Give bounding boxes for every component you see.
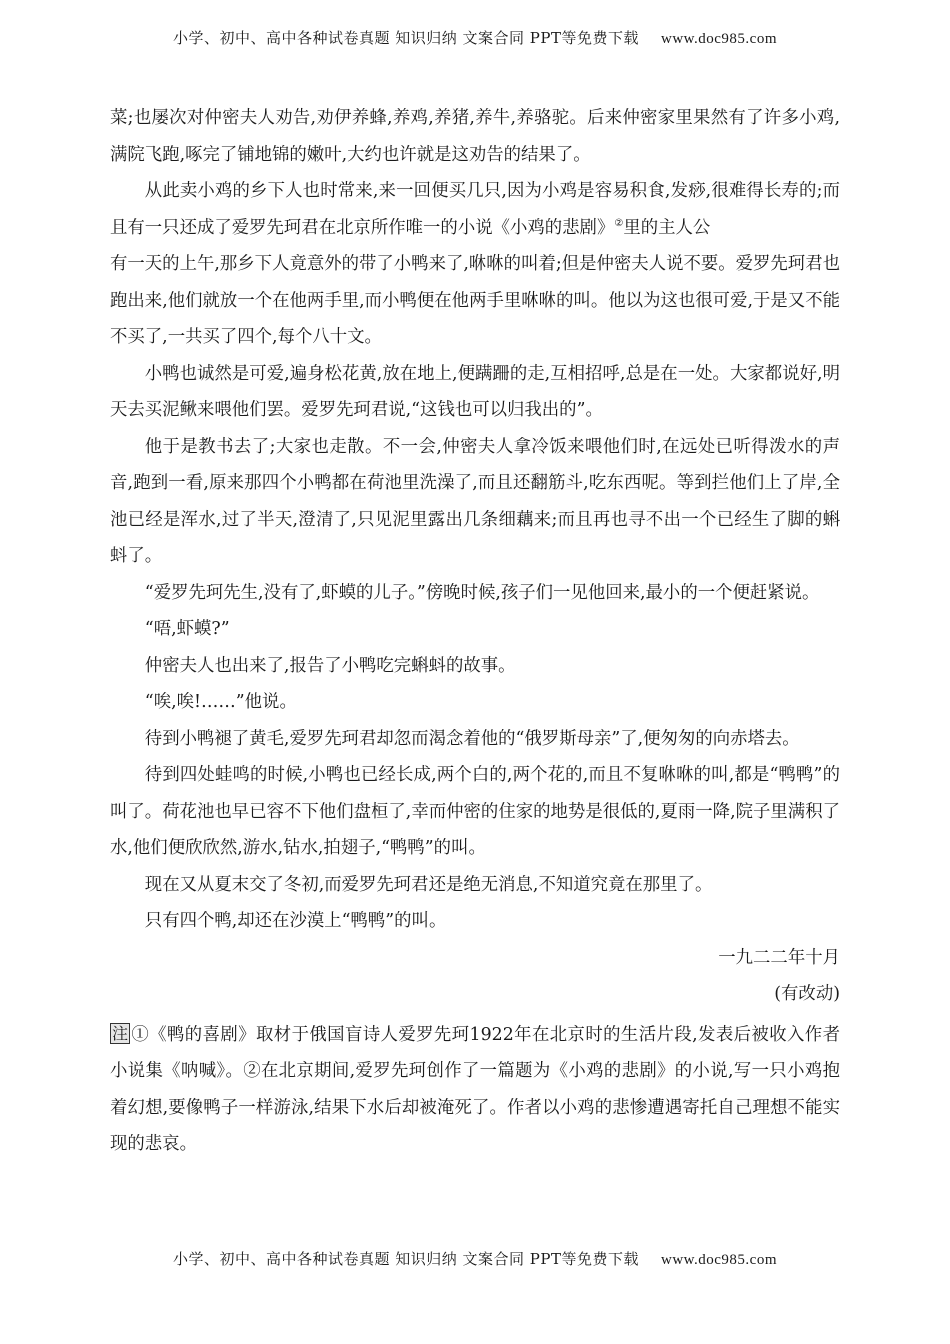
paragraph-report: 仲密夫人也出来了,报告了小鸭吃完蝌蚪的故事。: [144, 655, 516, 676]
paragraph-no-news: 现在又从夏末交了冬初,而爱罗先珂君还是绝无消息,不知道究竟在那里了。: [144, 874, 713, 895]
footnotes-text: ①《鸭的喜剧》取材于俄国盲诗人爱罗先珂1922年在北京时的生活片段,发表后被收入作者小说集《呐喊》。②在北京期间,爱罗先珂创作了一篇题为《小鸡的悲剧》的小说,写一只小鸡抱着幻想,要像鸭子一样游泳,结果下水后却被淹死了。作者以小鸡的悲惨遭遇寄托自己理想不能实现的悲哀。: [110, 1024, 840, 1154]
site-header: [0, 27, 950, 48]
paragraph-chickens-tail: 里的主人公: [623, 217, 711, 238]
paragraph-grown-ducks: 待到四处蛙鸣的时候,小鸭也已经长成,两个白的,两个花的,而且不复咻咻的叫,都是“鸭鸭”的叫了。荷花池也早已容不下他们盘桓了,幸而仲密的住家的地势是很低的,夏雨一降,院子里满积了水,他们便欣欣然,游水,钻水,拍翅子,“鸭鸭”的叫。: [110, 765, 840, 858]
article-body: [110, 100, 840, 1163]
paragraph-ducklings-arrive: 有一天的上午,那乡下人竟意外的带了小鸭来了,咻咻的叫着;但是仲密夫人说不要。爱罗先珂君也跑出来,他们就放一个在他两手里,而小鸭便在他两手里咻咻的叫。他以为这也很可爱,于是又不能不买了,一共买了四个,每个八十文。: [110, 254, 840, 347]
footer-text: 小学、初中、高中各种试卷真题 知识归纳 文案合同 PPT等免费下载: [172, 1250, 639, 1268]
paragraph-ending: 只有四个鸭,却还在沙漠上“鸭鸭”的叫。: [144, 911, 447, 931]
header-url-link[interactable]: www.doc985.com: [660, 31, 777, 47]
paragraph-chickens: [110, 173, 840, 246]
adapted-note: (有改动): [774, 984, 840, 1004]
paragraph-continued: 菜;也屡次对仲密夫人劝告,劝伊养蜂,养鸡,养猪,养牛,养骆驼。后来仲密家里果然有了许多小鸡,满院飞跑,啄完了铺地锦的嫩叶,大约也许就是这劝告的结果了。: [110, 108, 840, 165]
paragraph-departure: 待到小鸭褪了黄毛,爱罗先珂君却忽而渴念着他的“俄罗斯母亲”了,便匆匆的向赤塔去。: [144, 728, 800, 749]
paragraph-sigh: “唉,唉!……”他说。: [144, 692, 297, 712]
header-text: 小学、初中、高中各种试卷真题 知识归纳 文案合同 PPT等免费下载: [172, 29, 639, 47]
paragraph-chickens-text: 从此卖小鸡的乡下人也时常来,来一回便买几只,因为小鸡是容易积食,发痧,很难得长寿的;而且有一只还成了爱罗先珂君在北京所作唯一的小说《小鸡的悲剧》: [110, 181, 840, 238]
note-tag: 注: [112, 1023, 129, 1043]
date-line: 一九二二年十月: [718, 947, 840, 968]
paragraph-ducklings-cute: 小鸭也诚然是可爱,遍身松花黄,放在地上,便蹒跚的走,互相招呼,总是在一处。大家都说好,明天去买泥鳅来喂他们罢。爱罗先珂君说,“这钱也可以归我出的”。: [110, 363, 840, 420]
footer-url-link[interactable]: www.doc985.com: [660, 1252, 777, 1268]
footnotes: [110, 1017, 840, 1163]
site-footer: [0, 1248, 950, 1269]
paragraph-toad-question: “唔,虾蟆?”: [144, 619, 230, 639]
paragraph-pond: 他于是教书去了;大家也走散。不一会,仲密夫人拿冷饭来喂他们时,在远处已听得泼水的声音,跑到一看,原来那四个小鸭都在荷池里洗澡了,而且还翻筋斗,吃东西呢。等到拦他们上了岸,全池已经是浑水,过了半天,澄清了,只见泥里露出几条细藕来;而且再也寻不出一个已经生了脚的蝌蚪了。: [110, 436, 840, 566]
paragraph-children: “爱罗先珂先生,没有了,虾蟆的儿子。”傍晚时候,孩子们一见他回来,最小的一个便赶紧说。: [144, 582, 820, 603]
footnote-ref-2: ②: [614, 217, 624, 229]
